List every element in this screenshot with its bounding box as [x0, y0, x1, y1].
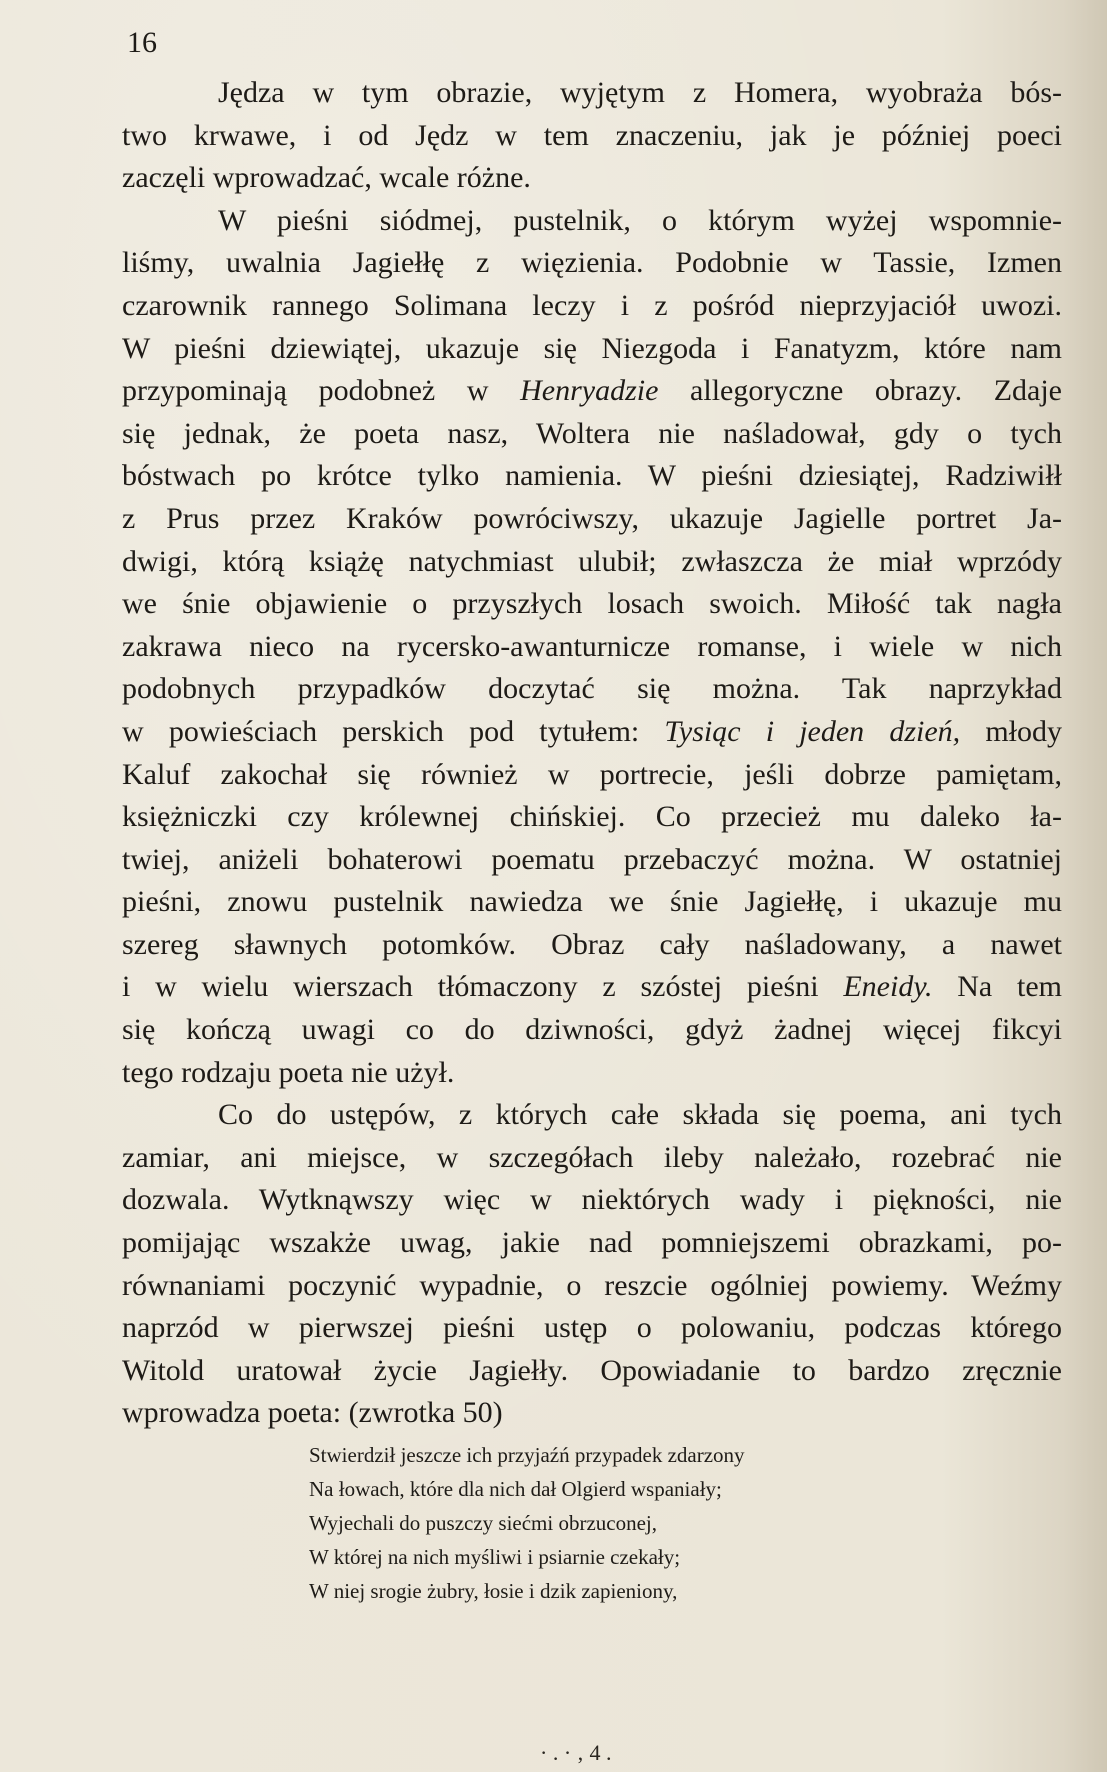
- text-line: zamiar, ani miejsce, w szczegółach ileby należało, rozebrać nie: [122, 1140, 1062, 1174]
- text-line: [122, 966, 1062, 1009]
- text-line: pieśni, znowu pustelnik nawiedza we śnie Jagiełłę, i ukazuje mu: [122, 885, 1062, 919]
- text-fragment: w powieściach perskich pod tytułem:: [122, 714, 665, 748]
- verse-line: Wyjechali do puszczy siećmi obrzuconej,: [309, 1511, 658, 1535]
- text-line: dozwala. Wytknąwszy więc w niektórych wady i piękności, nie: [122, 1183, 1062, 1217]
- text-line: się kończą uwagi co do dziwności, gdyż żadnej więcej fikcyi: [122, 1013, 1062, 1047]
- print-specks: · . · ‚ 4 .: [540, 1740, 612, 1765]
- text-line: zaczęli wprowadzać, wcale różne.: [122, 161, 531, 195]
- text-line: szereg sławnych potomków. Obraz cały naśladowany, a nawet: [122, 927, 1062, 961]
- text-line: czarownik rannego Solimana leczy i z pośród nieprzyjaciół uwozi.: [122, 288, 1062, 322]
- text-line: tego rodzaju poeta nie użył.: [122, 1055, 455, 1089]
- text-line: we śnie objawienie o przyszłych losach swoich. Miłość tak nagła: [122, 587, 1062, 621]
- text-fragment: allegoryczne obrazy. Zdaje: [658, 374, 1062, 408]
- text-line: z Prus przez Kraków powróciwszy, ukazuje Jagielle portret Ja-: [122, 501, 1062, 535]
- text-fragment: przypominają podobneż w: [122, 374, 521, 408]
- text-line: dwigi, którą książę natychmiast ulubił; zwłaszcza że miał wprzódy: [122, 544, 1062, 578]
- text-line: Kaluf zakochał się również w portrecie, jeśli dobrze pamiętam,: [122, 757, 1062, 791]
- text-line: two krwawe, i od Jędz w tem znaczeniu, jak je później poeci: [122, 118, 1062, 152]
- text-line: W pieśni dziewiątej, ukazuje się Niezgoda i Fanatyzm, które nam: [122, 331, 1062, 365]
- text-line: naprzód w pierwszej pieśni ustęp o polowaniu, podczas którego: [122, 1311, 1062, 1345]
- text-line: bóstwach po krótce tylko namienia. W pieśni dziesiątej, Radziwiłł: [122, 459, 1062, 493]
- verse-line: Stwierdził jeszcze ich przyjaźń przypadek zdarzony: [309, 1443, 745, 1467]
- text-line: pomijając wszakże uwag, jakie nad pomniejszemi obrazkami, po-: [122, 1226, 1062, 1260]
- text-line: liśmy, uwalnia Jagiełłę z więzienia. Podobnie w Tassie, Izmen: [122, 246, 1062, 280]
- text-line: się jednak, że poeta nasz, Woltera nie naśladował, gdy o tych: [122, 416, 1062, 450]
- text-line: wprowadza poeta: (zwrotka 50): [122, 1396, 503, 1430]
- italic-title: Tysiąc i jeden dzień,: [664, 714, 961, 748]
- italic-title: Eneidy.: [843, 970, 933, 1004]
- text-line: podobnych przypadków doczytać się można. Tak naprzykład: [122, 672, 1062, 706]
- text-line: Co do ustępów, z których całe składa się poema, ani tych: [218, 1098, 1062, 1132]
- text-line: księżniczki czy królewnej chińskiej. Co przecież mu daleko ła-: [122, 800, 1062, 834]
- text-line: twiej, aniżeli bohaterowi poematu przebaczyć można. W ostatniej: [122, 842, 1062, 876]
- text-fragment: młody: [960, 714, 1063, 748]
- text-line: zakrawa nieco na rycersko-awanturnicze romanse, i wiele w nich: [122, 629, 1062, 663]
- text-line: Witold uratował życie Jagiełły. Opowiadanie to bardzo zręcznie: [122, 1353, 1062, 1387]
- text-line: równaniami poczynić wypadnie, o reszcie ogólniej powiemy. Weźmy: [122, 1268, 1062, 1302]
- body-text: [122, 72, 1062, 1435]
- verse-line: Na łowach, które dla nich dał Olgierd wspaniały;: [309, 1477, 722, 1501]
- verse-quotation: [309, 1438, 745, 1608]
- italic-title: Henryadzie: [520, 374, 659, 408]
- text-line: W pieśni siódmej, pustelnik, o którym wyżej wspomnie-: [218, 203, 1062, 237]
- verse-line: W której na nich myśliwi i psiarnie czekały;: [309, 1545, 681, 1569]
- text-line: [122, 711, 1062, 754]
- page-number: 16: [127, 26, 157, 59]
- text-fragment: i w wielu wierszach tłómaczony z szóstej pieśni: [122, 970, 844, 1004]
- text-line: [122, 370, 1062, 413]
- verse-line: W niej srogie żubry, łosie i dzik zapieniony,: [309, 1579, 678, 1603]
- text-fragment: Na tem: [932, 970, 1062, 1004]
- text-line: Jędza w tym obrazie, wyjętym z Homera, wyobraża bós-: [218, 76, 1062, 109]
